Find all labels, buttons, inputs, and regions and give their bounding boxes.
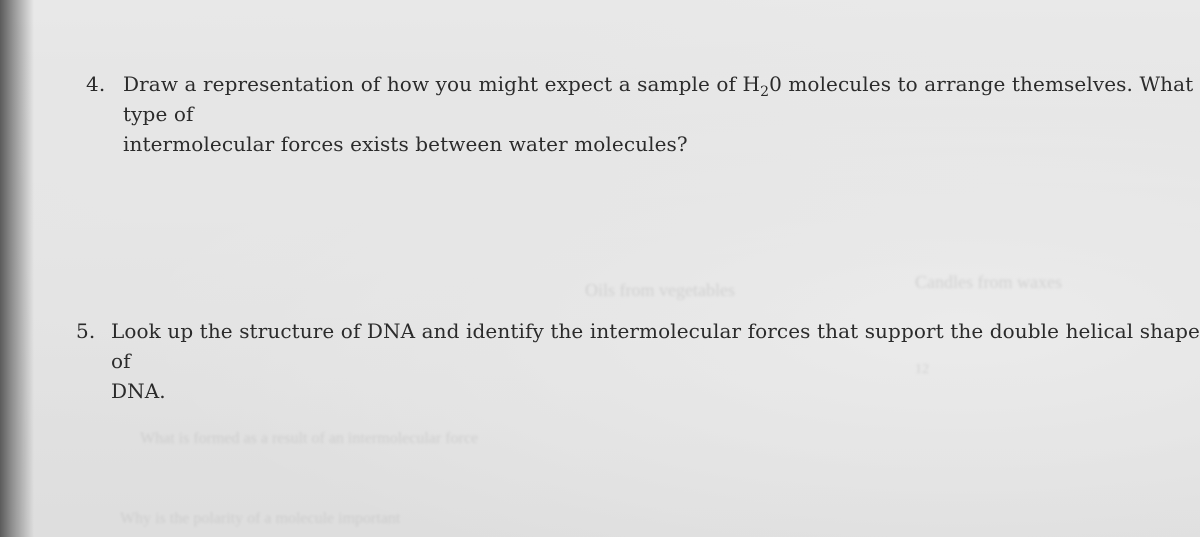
question-text [86, 69, 1200, 159]
question-5 [76, 316, 1200, 406]
bleed-through-text: Candles from waxes [915, 272, 1062, 292]
bleed-through-text: 12 [915, 362, 929, 377]
question-line-2: DNA. [111, 379, 166, 403]
question-number: 4. [86, 72, 106, 96]
question-line-2: intermolecular forces exists between water molecules? [123, 132, 688, 156]
question-number: 5. [76, 319, 96, 343]
bleed-through-text: Oils from vegetables [585, 280, 735, 300]
question-line-1: Draw a representation of how you might expect a sample of $H_20$ molecules to arrange themselves. What type of [123, 72, 1194, 126]
question-line-1: Look up the structure of DNA and identify the intermolecular forces that support the double helical shape of [111, 319, 1200, 373]
question-text [76, 316, 1200, 406]
page-edge-shadow [0, 0, 34, 537]
question-4 [86, 69, 1200, 159]
bleed-through-text: What is formed as a result of an intermolecular force [140, 430, 479, 447]
bleed-through-text: Why is the polarity of a molecule important [120, 510, 401, 527]
